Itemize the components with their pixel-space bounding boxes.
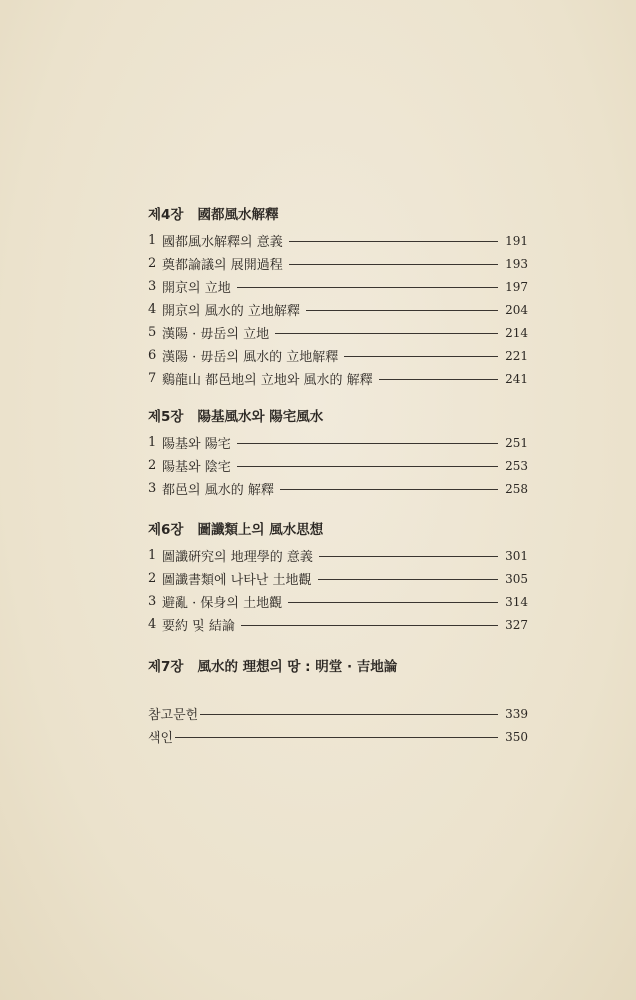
entry-title: 要約 및 結論 bbox=[162, 619, 235, 634]
toc-entry[interactable] bbox=[148, 613, 528, 636]
chapter-heading bbox=[148, 407, 528, 427]
entry-page-number: 221 bbox=[505, 348, 528, 363]
toc-entry[interactable] bbox=[148, 344, 528, 367]
entry-index: 4 bbox=[148, 617, 157, 632]
toc-entry[interactable] bbox=[148, 567, 528, 590]
leader-line bbox=[289, 241, 498, 242]
entry-title: 都邑의 風水的 解釋 bbox=[162, 483, 274, 498]
toc-entry[interactable] bbox=[148, 321, 528, 344]
leader-line bbox=[318, 579, 499, 580]
leader-line bbox=[200, 714, 498, 715]
entry-page-number: 301 bbox=[505, 548, 528, 563]
toc-entry[interactable] bbox=[148, 544, 528, 567]
leader-line bbox=[241, 625, 498, 626]
leader-line bbox=[275, 333, 498, 334]
entry-title: 색인 bbox=[148, 731, 174, 746]
chapter-title: 國都風水解釋 bbox=[197, 207, 279, 223]
entry-index: 1 bbox=[148, 435, 157, 450]
entry-title: 陽基와 陰宅 bbox=[162, 460, 231, 475]
entry-index: 2 bbox=[148, 256, 157, 271]
leader-line bbox=[175, 737, 498, 738]
leader-line bbox=[289, 264, 498, 265]
entry-title: 漢陽 · 毋岳의 立地 bbox=[162, 327, 270, 342]
leader-line bbox=[319, 556, 498, 557]
entry-index: 2 bbox=[148, 571, 157, 586]
entry-title: 開京의 立地 bbox=[162, 281, 231, 296]
leader-line bbox=[288, 602, 498, 603]
backmatter bbox=[148, 702, 528, 748]
leader-line bbox=[379, 379, 498, 380]
entry-page-number: 191 bbox=[505, 233, 528, 248]
entry-index: 1 bbox=[148, 233, 157, 248]
entry-page-number: 253 bbox=[505, 458, 528, 473]
chapter-number: 제5장 bbox=[148, 409, 184, 425]
entry-title: 奠都論議의 展開過程 bbox=[162, 258, 283, 273]
toc-entry-index[interactable] bbox=[148, 725, 528, 748]
toc-entry[interactable] bbox=[148, 431, 528, 454]
entry-page-number: 214 bbox=[505, 325, 528, 340]
entry-title: 陽基와 陽宅 bbox=[162, 437, 231, 452]
entry-page-number: 339 bbox=[505, 706, 528, 721]
entry-title: 漢陽 · 毋岳의 風水的 立地解釋 bbox=[162, 350, 339, 365]
chapter-number: 제4장 bbox=[148, 207, 184, 223]
toc-entry[interactable] bbox=[148, 229, 528, 252]
entry-title: 圖讖書類에 나타난 土地觀 bbox=[162, 573, 312, 588]
entry-page-number: 258 bbox=[505, 481, 528, 496]
toc-entry[interactable] bbox=[148, 590, 528, 613]
entry-index: 3 bbox=[148, 279, 157, 294]
chapter-number: 제7장 bbox=[148, 659, 184, 675]
chapter-heading bbox=[148, 657, 528, 677]
entry-page-number: 193 bbox=[505, 256, 528, 271]
chapter-6 bbox=[148, 520, 528, 636]
toc-entry[interactable] bbox=[148, 477, 528, 500]
leader-line bbox=[237, 443, 498, 444]
entry-page-number: 204 bbox=[505, 302, 528, 317]
entry-page-number: 314 bbox=[505, 594, 528, 609]
entry-title: 참고문헌 bbox=[148, 708, 199, 723]
entry-title: 國都風水解釋의 意義 bbox=[162, 235, 283, 250]
chapter-4 bbox=[148, 205, 528, 390]
entry-title: 圖讖硏究의 地理學的 意義 bbox=[162, 550, 313, 565]
entry-page-number: 251 bbox=[505, 435, 528, 450]
entry-page-number: 197 bbox=[505, 279, 528, 294]
entry-title: 開京의 風水的 立地解釋 bbox=[162, 304, 300, 319]
entry-index: 2 bbox=[148, 458, 157, 473]
entry-index: 4 bbox=[148, 302, 157, 317]
chapter-7 bbox=[148, 657, 528, 681]
entry-index: 7 bbox=[148, 371, 157, 386]
chapter-5 bbox=[148, 407, 528, 500]
leader-line bbox=[344, 356, 498, 357]
chapter-title: 風水的 理想의 땅 : 明堂 · 吉地論 bbox=[197, 659, 398, 675]
entry-title: 鷄龍山 都邑地의 立地와 風水的 解釋 bbox=[162, 373, 373, 388]
chapter-title: 陽基風水와 陽宅風水 bbox=[197, 409, 324, 425]
toc-entry[interactable] bbox=[148, 298, 528, 321]
entry-index: 3 bbox=[148, 594, 157, 609]
toc-entry[interactable] bbox=[148, 252, 528, 275]
toc-entry[interactable] bbox=[148, 367, 528, 390]
toc-entry[interactable] bbox=[148, 275, 528, 298]
chapter-title: 圖讖類上의 風水思想 bbox=[197, 522, 324, 538]
toc-entry[interactable] bbox=[148, 454, 528, 477]
chapter-heading bbox=[148, 205, 528, 225]
leader-line bbox=[306, 310, 498, 311]
leader-line bbox=[237, 466, 498, 467]
chapter-number: 제6장 bbox=[148, 522, 184, 538]
entry-page-number: 305 bbox=[505, 571, 528, 586]
entry-index: 3 bbox=[148, 481, 157, 496]
chapter-heading bbox=[148, 520, 528, 540]
toc-entry-references[interactable] bbox=[148, 702, 528, 725]
entry-index: 5 bbox=[148, 325, 157, 340]
entry-index: 6 bbox=[148, 348, 157, 363]
leader-line bbox=[237, 287, 498, 288]
entry-page-number: 350 bbox=[505, 729, 528, 744]
entry-index: 1 bbox=[148, 548, 157, 563]
entry-title: 避亂 · 保身의 土地觀 bbox=[162, 596, 283, 611]
entry-page-number: 241 bbox=[505, 371, 528, 386]
entry-page-number: 327 bbox=[505, 617, 528, 632]
leader-line bbox=[280, 489, 498, 490]
